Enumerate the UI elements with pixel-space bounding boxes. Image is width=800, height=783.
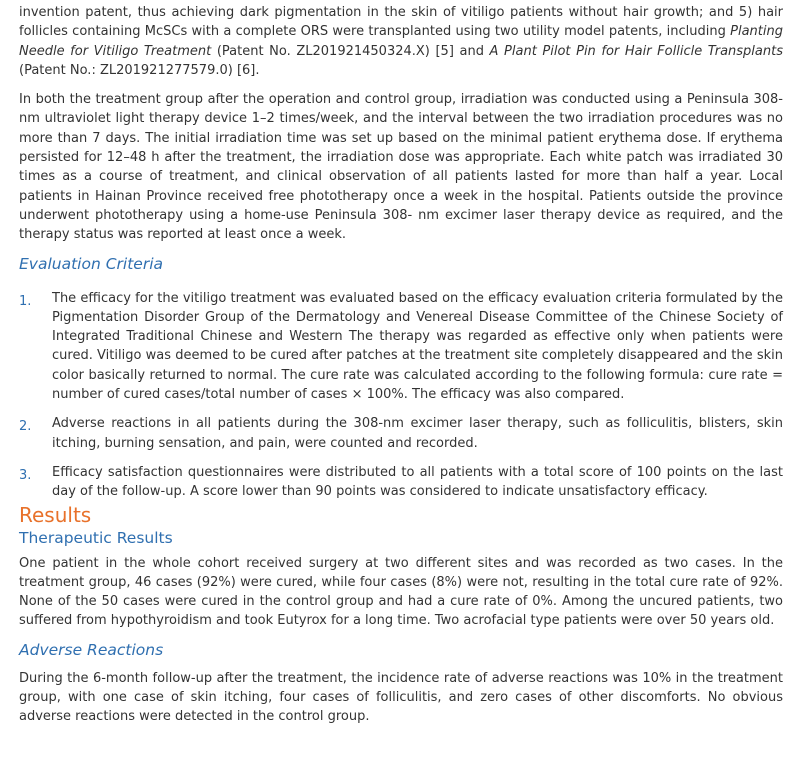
intro-text-3: (Patent No.: ZL201921277579.0) [6]. xyxy=(19,62,260,78)
evaluation-criteria-list xyxy=(19,289,783,502)
list-item-number: 1. xyxy=(19,293,32,309)
list-item-text: The efficacy for the vitiligo treatment was evaluated based on the efficacy evaluation criteria formulated by the Pigmentation Disorder Group of the Dermatology and Venereal Disease Committee of the Chinese Society of Integrated Traditional Chinese and Western The therapy was regarded as effective only when patients were cured. Vitiligo was deemed to be cured after patches at the treatment site completely disappeared and the skin color basically returned to normal. The cure rate was calculated according to the following formula: cure rate = number of cured cases/total number of cases × 100%. The efficacy was also compared. xyxy=(52,290,783,403)
adverse-reactions-heading: Adverse Reactions xyxy=(19,640,164,659)
article-body xyxy=(19,0,783,727)
intro-paragraph xyxy=(19,3,783,80)
list-item-number: 3. xyxy=(19,467,32,483)
patent-1-title: Planting Needle for Vitiligo Treatment xyxy=(19,24,783,59)
list-item xyxy=(19,463,783,502)
list-item xyxy=(19,289,783,405)
list-item xyxy=(19,414,783,453)
adverse-reactions-paragraph: During the 6-month follow-up after the treatment, the incidence rate of adverse reactions was 10% in the treatment group, with one case of skin itching, four cases of folliculitis, and zero cases of other discomforts. No obvious adverse reactions were detected in the control group. xyxy=(19,670,783,725)
intro-text-1: invention patent, thus achieving dark pigmentation in the skin of vitiligo patients without hair growth; and 5) hair follicles containing McSCs with a complete ORS were transplanted using two utility model patents, including xyxy=(19,5,783,40)
intro-text-2: (Patent No. ZL201921450324.X) [5] and xyxy=(211,43,490,59)
irradiation-paragraph: In both the treatment group after the operation and control group, irradiation was conducted using a Peninsula 308-nm ultraviolet light therapy device 1–2 times/week, and the interval between the two irradiation procedures was no more than 7 days. The initial irradiation time was set up based on the minimal patient erythema dose. If erythema persisted for 12–48 h after the treatment, the irradiation dose was appropriate. Each white patch was irradiated 30 times as a course of treatment, and clinical observation of all patients lasted for more than half a year. Local patients in Hainan Province received free phototherapy once a week in the hospital. Patients outside the province underwent phototherapy using a home-use Peninsula 308- nm excimer laser therapy device as required, and the therapy status was reported at least once a week. xyxy=(19,92,783,243)
therapeutic-results-heading: Therapeutic Results xyxy=(19,528,173,547)
list-item-text: Adverse reactions in all patients during the 308-nm excimer laser therapy, such as folliculitis, blisters, skin itching, burning sensation, and pain, were counted and recorded. xyxy=(52,416,783,451)
evaluation-criteria-heading: Evaluation Criteria xyxy=(19,254,164,273)
list-item-number: 2. xyxy=(19,419,32,435)
patent-2-title: A Plant Pilot Pin for Hair Follicle Transplants xyxy=(489,43,783,59)
list-item-text: Efficacy satisfaction questionnaires were distributed to all patients with a total score of 100 points on the last day of the follow-up. A score lower than 90 points was considered to indicate unsatisfactory efficacy. xyxy=(52,464,783,500)
therapeutic-results-paragraph: One patient in the whole cohort received surgery at two different sites and was recorded as two cases. In the treatment group, 46 cases (92%) were cured, while four cases (8%) were not, resulting in the total cure rate of 92%. None of the 50 cases were cured in the control group and had a cure rate of 0%. Among the uncured patients, two suffered from hypothyroidism and took Eutyrox for a long time. Two acrofacial type patients were over 50 years old. xyxy=(19,555,783,629)
results-heading: Results xyxy=(19,502,92,527)
